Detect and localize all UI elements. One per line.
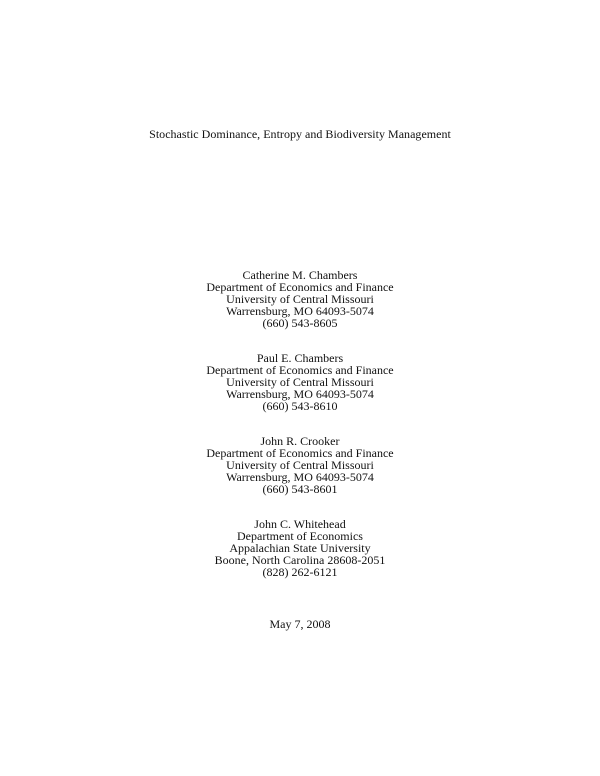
author-department: Department of Economics and Finance xyxy=(206,363,394,377)
author-name: John C. Whitehead xyxy=(254,517,346,531)
paper-date: May 7, 2008 xyxy=(269,617,331,631)
author-department: Department of Economics xyxy=(237,529,363,543)
author-department: Department of Economics and Finance xyxy=(206,446,394,460)
author-institution: University of Central Missouri xyxy=(226,458,374,472)
author-phone: (660) 543-8601 xyxy=(262,482,338,496)
author-name: Catherine M. Chambers xyxy=(242,268,358,282)
author-department: Department of Economics and Finance xyxy=(206,280,394,294)
author-phone: (828) 262-6121 xyxy=(262,565,338,579)
author-block-1 xyxy=(0,269,600,329)
author-address: Warrensburg, MO 64093-5074 xyxy=(226,470,374,484)
author-phone: (660) 543-8605 xyxy=(262,316,338,330)
author-block-2 xyxy=(0,352,600,412)
author-institution: University of Central Missouri xyxy=(226,375,374,389)
author-block-3 xyxy=(0,435,600,495)
author-block-4 xyxy=(0,518,600,578)
paper-title: Stochastic Dominance, Entropy and Biodiversity Management xyxy=(149,127,451,141)
author-name: John R. Crooker xyxy=(260,434,340,448)
author-name: Paul E. Chambers xyxy=(256,351,344,365)
author-address: Warrensburg, MO 64093-5074 xyxy=(226,304,374,318)
author-institution: Appalachian State University xyxy=(229,541,371,555)
author-institution: University of Central Missouri xyxy=(226,292,374,306)
author-address: Boone, North Carolina 28608-2051 xyxy=(214,553,386,567)
author-address: Warrensburg, MO 64093-5074 xyxy=(226,387,374,401)
author-phone: (660) 543-8610 xyxy=(262,399,338,413)
